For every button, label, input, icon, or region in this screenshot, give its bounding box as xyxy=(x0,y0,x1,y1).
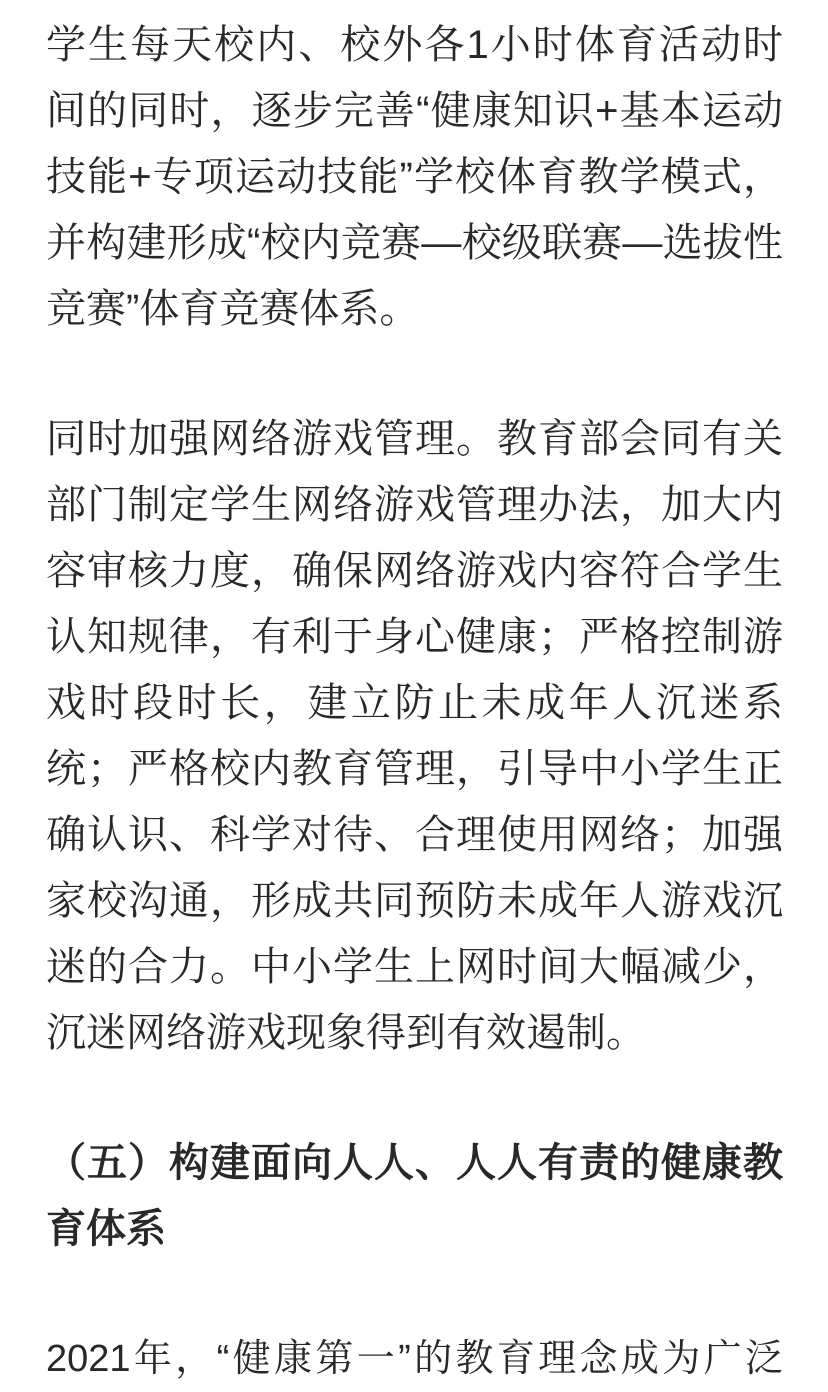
text-line: 沉迷网络游戏现象得到有效遏制。 xyxy=(46,1011,646,1055)
text-line: 并构建形成“校内竞赛—校级联赛—选拔性 xyxy=(46,221,783,265)
text-line: 容审核力度，确保网络游戏内容符合学生 xyxy=(46,549,783,593)
text-line: 间的同时，逐步完善“健康知识+基本运动 xyxy=(46,89,783,133)
text-line: 确认识、科学对待、合理使用网络；加强 xyxy=(46,813,783,857)
text-line: 部门制定学生网络游戏管理办法，加大内 xyxy=(46,483,783,527)
section-heading-line: （五）构建面向人人、人人有责的健康教 xyxy=(46,1141,783,1185)
text-line: 竞赛”体育竞赛体系。 xyxy=(46,287,420,331)
text-line: 学生每天校内、校外各1小时体育活动时 xyxy=(46,23,783,67)
text-line: 统；严格校内教育管理，引导中小学生正 xyxy=(46,747,783,791)
section-heading-line: 育体系 xyxy=(46,1207,166,1251)
section-heading xyxy=(46,1130,783,1262)
text-line: 2021年，“健康第一”的教育理念成为广泛 xyxy=(46,1338,783,1380)
text-line: 同时加强网络游戏管理。教育部会同有关 xyxy=(46,417,783,461)
paragraph-game-regulation xyxy=(46,406,783,1066)
paragraph-health-first xyxy=(46,1326,783,1392)
text-line: 技能+专项运动技能”学校体育教学模式， xyxy=(46,155,783,199)
text-line: 迷的合力。中小学生上网时间大幅减少， xyxy=(46,945,783,989)
text-line: 家校沟通，形成共同预防未成年人游戏沉 xyxy=(46,879,783,923)
text-line: 戏时段时长，建立防止未成年人沉迷系 xyxy=(46,681,783,725)
paragraph-sports-system xyxy=(46,12,783,342)
text-line: 认知规律，有利于身心健康；严格控制游 xyxy=(46,615,783,659)
